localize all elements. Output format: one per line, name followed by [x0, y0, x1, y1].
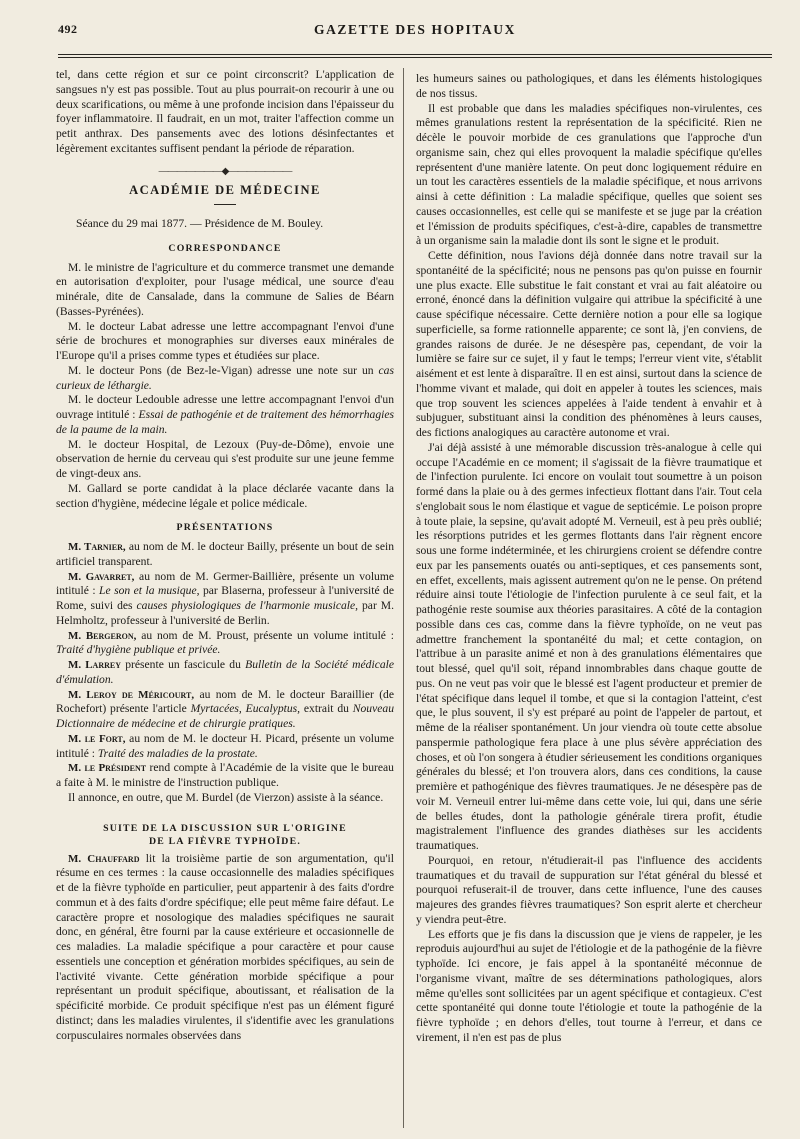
paragraph: tel, dans cette région et sur ce point circonscrit? L'application de sangsues n'y est pas possible. Tout au plus pourrait-on recourir à une ou deux scarifications, ou même à une profonde incision dans l'épaisseur du foyer inflammatoire. Il faudrait, en un mot, traiter l'affection comme un petit anthrax. Des pansements avec des lotions désinfectantes et légèrement excitantes suffisent pendant la période de réparation.	[56, 68, 394, 155]
paragraph	[56, 852, 394, 1044]
title-dash	[214, 204, 236, 205]
section-title: ACADÉMIE DE MÉDECINE	[129, 183, 321, 198]
paragraph: Il annonce, en outre, que M. Burdel (de Vierzon) assiste à la séance.	[68, 790, 384, 804]
paragraph: J'ai déjà assisté à une mémorable discussion très-analogue à celle qui occupe l'Académie en ce moment; il s'agissait de la fièvre traumatique et de l'infection purulente. Ici encore on voulait tout soumettre à un poison formé dans la plaie ou à des germes infectieux flottant dans l'air. Tout cela s'englobait sous le nom élastique et vague de septicémie. Le poison propre à toute plaie, la sepsine, qu'avait adopté M. Verneuil, est à peu près oublié; les résorptions putrides et les germes flottants dans l'air règnent encore sous une forme indéterminée, et les chirurgiens croient se défendre contre eux par les pansements ouatés ou anti-septiques, et ces pansements sont, en effet, excellents, mais agissent autrement qu'on ne le pense. On prétend réduire ainsi toute l'étiologie de l'infection purulente à ce seul fait, et la pathogénie reste soumise aux théories parasitaires. A côté de la contagion possible dans ces cas, comme dans la fièvre typhoïde, on ne veut pas admettre franchement la spontanéité du mal; et cette contagion, on l'attribue à un parasite animé et non à des granulations élémentaires que tout blessé, quel qu'il soit, répand innombrables dans chaque goutte de pus. On ne veut pas voir que le blessé est l'agent producteur et premier de l'état spécifique dans lequel il tombe, et que si la contagion l'atteint, c'est que, le plus souvent, il s'y est préparé au point de l'appeler de partout, et même de la réaliser spontanément. Un jour viendra où toute cette absolue panspermie pathologique fera place à une plus sévère appréciation des choses, et où l'on songera à étudier sérieusement les conditions organiques générales du blessé; et l'on trouvera alors, dans ces conditions, la cause première et pathogénique des fièvres traumatiques. Je ne désespère pas de voir M. Verneuil entrer lui-même dans cette voie, lui qui, dans une série de belles études, dont la pathologie générale tirera profit, étudie magistralement l'influence des grandes diathèses sur les accidents traumatiques.	[416, 440, 762, 852]
italic-text: cas curieux de léthargie.	[56, 363, 394, 392]
speaker-name: M. Leroy de Méricourt,	[68, 688, 195, 701]
paragraph: les humeurs saines ou pathologiques, et dans les éléments histologiques de nos tissus.	[416, 72, 762, 100]
paragraph: Les efforts que je fis dans la discussion que je viens de rappeler, je les reproduis aujourd'hui au sujet de l'étiologie et de la pathogénie de la fièvre typhoïde. Ici encore, je fais appel à la spontanéité méconnue de l'organisme vivant, maître de ses déterminations pathologiques, alors même qu'elles sont sollicitées par un agent spécifique et contagieux. C'est cette spontanéité qui donne toute l'étiologie et toute la pathogénie de la fièvre typhoïde ; en dehors d'elles, tout tourne à l'erreur, et dans ce virement, il n'en est pas de plus	[416, 927, 762, 1044]
subheading-discussion	[56, 822, 394, 848]
text: présente un fascicule du	[121, 658, 246, 671]
paragraph: Cette définition, nous l'avions déjà donnée dans notre travail sur la spontanéité de la spécificité; nous ne pensons pas qu'on puisse en fournir une plus exacte. Elle substitue le fait constant et vrai au fait aléatoire ou erroné, énoncé dans la définition vulgaire qui attribue la spécificité à une cause spécifique nécessaire. Cette dernière notion a pour elle sa logique superficielle, sa forme rationnelle apparente; ce sont là, j'en conviens, de grandes raisons de durée. Je ne désespère pas, cependant, de voir la lumière se faire sur ce sujet, il y faut le temps; l'erreur vient vite, s'établit aisément et est lente à disparaître. Il en est ainsi, surtout dans la science de l'homme vivant et malade, qui doit en appeler à toutes les sciences, mais que trop souvent les sciences appelées à l'aide tendent à envahir et à subjuguer, substituant ainsi la condition des phénomènes à leurs causes, des fictions analogiques au caractère autonome et vrai.	[416, 249, 762, 439]
paragraph	[56, 732, 394, 762]
paragraph: M. le ministre de l'agriculture et du commerce transmet une demande en autorisation d'exploiter, pour l'usage médical, une source d'eau minérale, dite de Cansalade, dans la commune de Salies de Béarn (Basses-Pyrénées).	[56, 260, 394, 318]
speaker-name: M. Bergeron,	[68, 629, 137, 642]
header-rule	[58, 54, 772, 55]
subheading-line: DE LA FIÈVRE TYPHOÏDE.	[149, 835, 301, 847]
subheading-correspondance: CORRESPONDANCE	[168, 242, 282, 254]
paragraph	[56, 761, 394, 791]
speaker-name: M. le Fort,	[68, 732, 126, 745]
paragraph	[56, 570, 394, 629]
paragraph: M. le docteur Labat adresse une lettre accompagnant l'envoi d'une série de brochures et monographies sur diverses eaux minérales de l'Europe qu'il a prises comme types et étudiées sur place.	[56, 319, 394, 362]
subheading-presentations: PRÉSENTATIONS	[176, 522, 274, 534]
paragraph	[56, 393, 394, 437]
paragraph: M. le docteur Hospital, de Lezoux (Puy-de-Dôme), envoie une observation de hernie du cerveau qui s'est produite sur une jeune femme de vingt-deux ans.	[56, 437, 394, 480]
page-header	[58, 14, 772, 46]
text: extrait du	[300, 702, 353, 716]
header-rule	[58, 57, 772, 58]
paragraph	[56, 364, 394, 394]
text: par Blaserna, professeur à l'université de Rome, suivi des	[56, 584, 394, 612]
italic-text: Essai de pathogénie et de traitement des hémorrhagies de la paume de la main.	[56, 408, 394, 436]
text: rend compte à l'Académie de la visite que le bureau a faite à M. le ministre de l'instruction publique.	[56, 761, 394, 789]
column-divider	[403, 68, 404, 1128]
text: au nom de M. le docteur H. Picard, présente un volume intitulé :	[56, 731, 394, 760]
right-column	[416, 72, 762, 1046]
italic-text: Traité d'hygiène publique et privée.	[56, 643, 221, 657]
italic-text: causes physiologiques de l'harmonie musicale,	[136, 599, 359, 612]
subheading-line: SUITE DE LA DISCUSSION SUR L'ORIGINE	[103, 822, 347, 834]
text: au nom de M. le docteur Bailly, présente un bout de sein artificiel transparent.	[56, 540, 394, 568]
text: M. le docteur Pons (de Bez-le-Vigan) adresse une note sur un	[68, 363, 379, 377]
paragraph	[56, 688, 394, 732]
paragraph	[56, 658, 394, 688]
paragraph	[56, 629, 394, 659]
speaker-name: M. Chauffard	[68, 852, 140, 865]
text: lit la troisième partie de son argumentation, qu'il résume en ces termes : la cause occasionnelle des maladies spécifiques et de la fièvre typhoïde en particulier, peut appartenir à des faits d'ordre commun et à des faits d'ordre spécifique; elle peut même faire défaut. Le caractère propre et nosologique des maladies spécifiques ne saurait donc, en général, être fourni par la cause extérieure et occasionnelle de ces maladies. La maladie spécifique a pour caractère et pour cause essentiels une conception et génération morbides spécifiques, au sein de l'activité vivante. Cette génération morbide spécifique a pour représentant un produit spécifique, aboutissant, et réalisation de la spécificité morbide. Ce produit spécifique n'est pas un élément figuré distinct; dans les maladies virulentes, il s'identifie avec les granulations corpusculaires normales observées dans	[56, 851, 394, 1042]
italic-text: Myrtacées, Eucalyptus,	[190, 702, 301, 716]
session-line: Séance du 29 mai 1877. — Présidence de M. Bouley.	[76, 217, 324, 230]
speaker-name: M. Tarnier,	[68, 541, 126, 553]
speaker-name: M. Larrey	[68, 659, 121, 671]
paragraph: M. Gallard se porte candidat à la place déclarée vacante dans la section d'hygiène, médecine légale et police médicale.	[56, 481, 394, 510]
text: M. le docteur Ledouble adresse une lettre accompagnant l'envoi d'un ouvrage intitulé :	[56, 393, 394, 421]
paragraph	[56, 540, 394, 570]
ornament-divider: ―――――――◆―――――――	[158, 165, 292, 177]
speaker-name: M. le Président	[68, 762, 147, 775]
italic-text: Traité des maladies de la prostate.	[97, 746, 258, 760]
text: au nom de M. le docteur Baraillier (de Rochefort) présente l'article	[56, 687, 394, 716]
italic-text: Nouveau Dictionnaire de médecine et de chirurgie pratiques.	[56, 702, 394, 730]
text: par M. Helmholtz, professeur à l'université de Berlin.	[56, 599, 394, 627]
italic-text: Le son et la musique,	[99, 584, 200, 598]
italic-text: Bulletin de la Société médicale d'émulation.	[56, 658, 394, 686]
left-column	[56, 68, 394, 1043]
running-title: GAZETTE DES HOPITAUX	[313, 22, 517, 37]
paragraph: Pourquoi, en retour, n'étudierait-il pas l'influence des accidents traumatiques et du travail de suppuration sur l'état général du blessé et pourquoi refuserait-il de trouver, dans cette influence, l'une des causes majeures des grandes fièvres traumatiques? Son esprit alerte et chercheur y viendra peut-être.	[416, 853, 762, 926]
paragraph: Il est probable que dans les maladies spécifiques non-virulentes, ces mêmes granulations restent la représentation de la spécificité. Rien ne décèle le pouvoir morbide de ces granulations que l'approche d'un organisme sain, chez qui elles provoquent la maladie spécifique qu'elles représentent d'une manière latente. On peut donc logiquement réduire en un tout les caractères essentiels de la maladie spécifique, et nous arrivons ainsi à cette définition : La maladie spécifique, quelles que soient ses causes occasionnelles, est celle qui se manifeste et se juge par la création et l'émission de produits spécifiques, c'est-à-dire, capables de transmettre à un organisme sain la maladie dont ils sont le signe et le produit.	[416, 101, 762, 248]
page-number: 492	[58, 22, 78, 36]
text: au nom de M. Proust, présente un volume intitulé :	[136, 628, 394, 642]
text: au nom de M. Germer-Baillière, présente un volume intitulé :	[56, 569, 395, 598]
speaker-name: M. Gavarret,	[68, 570, 135, 583]
